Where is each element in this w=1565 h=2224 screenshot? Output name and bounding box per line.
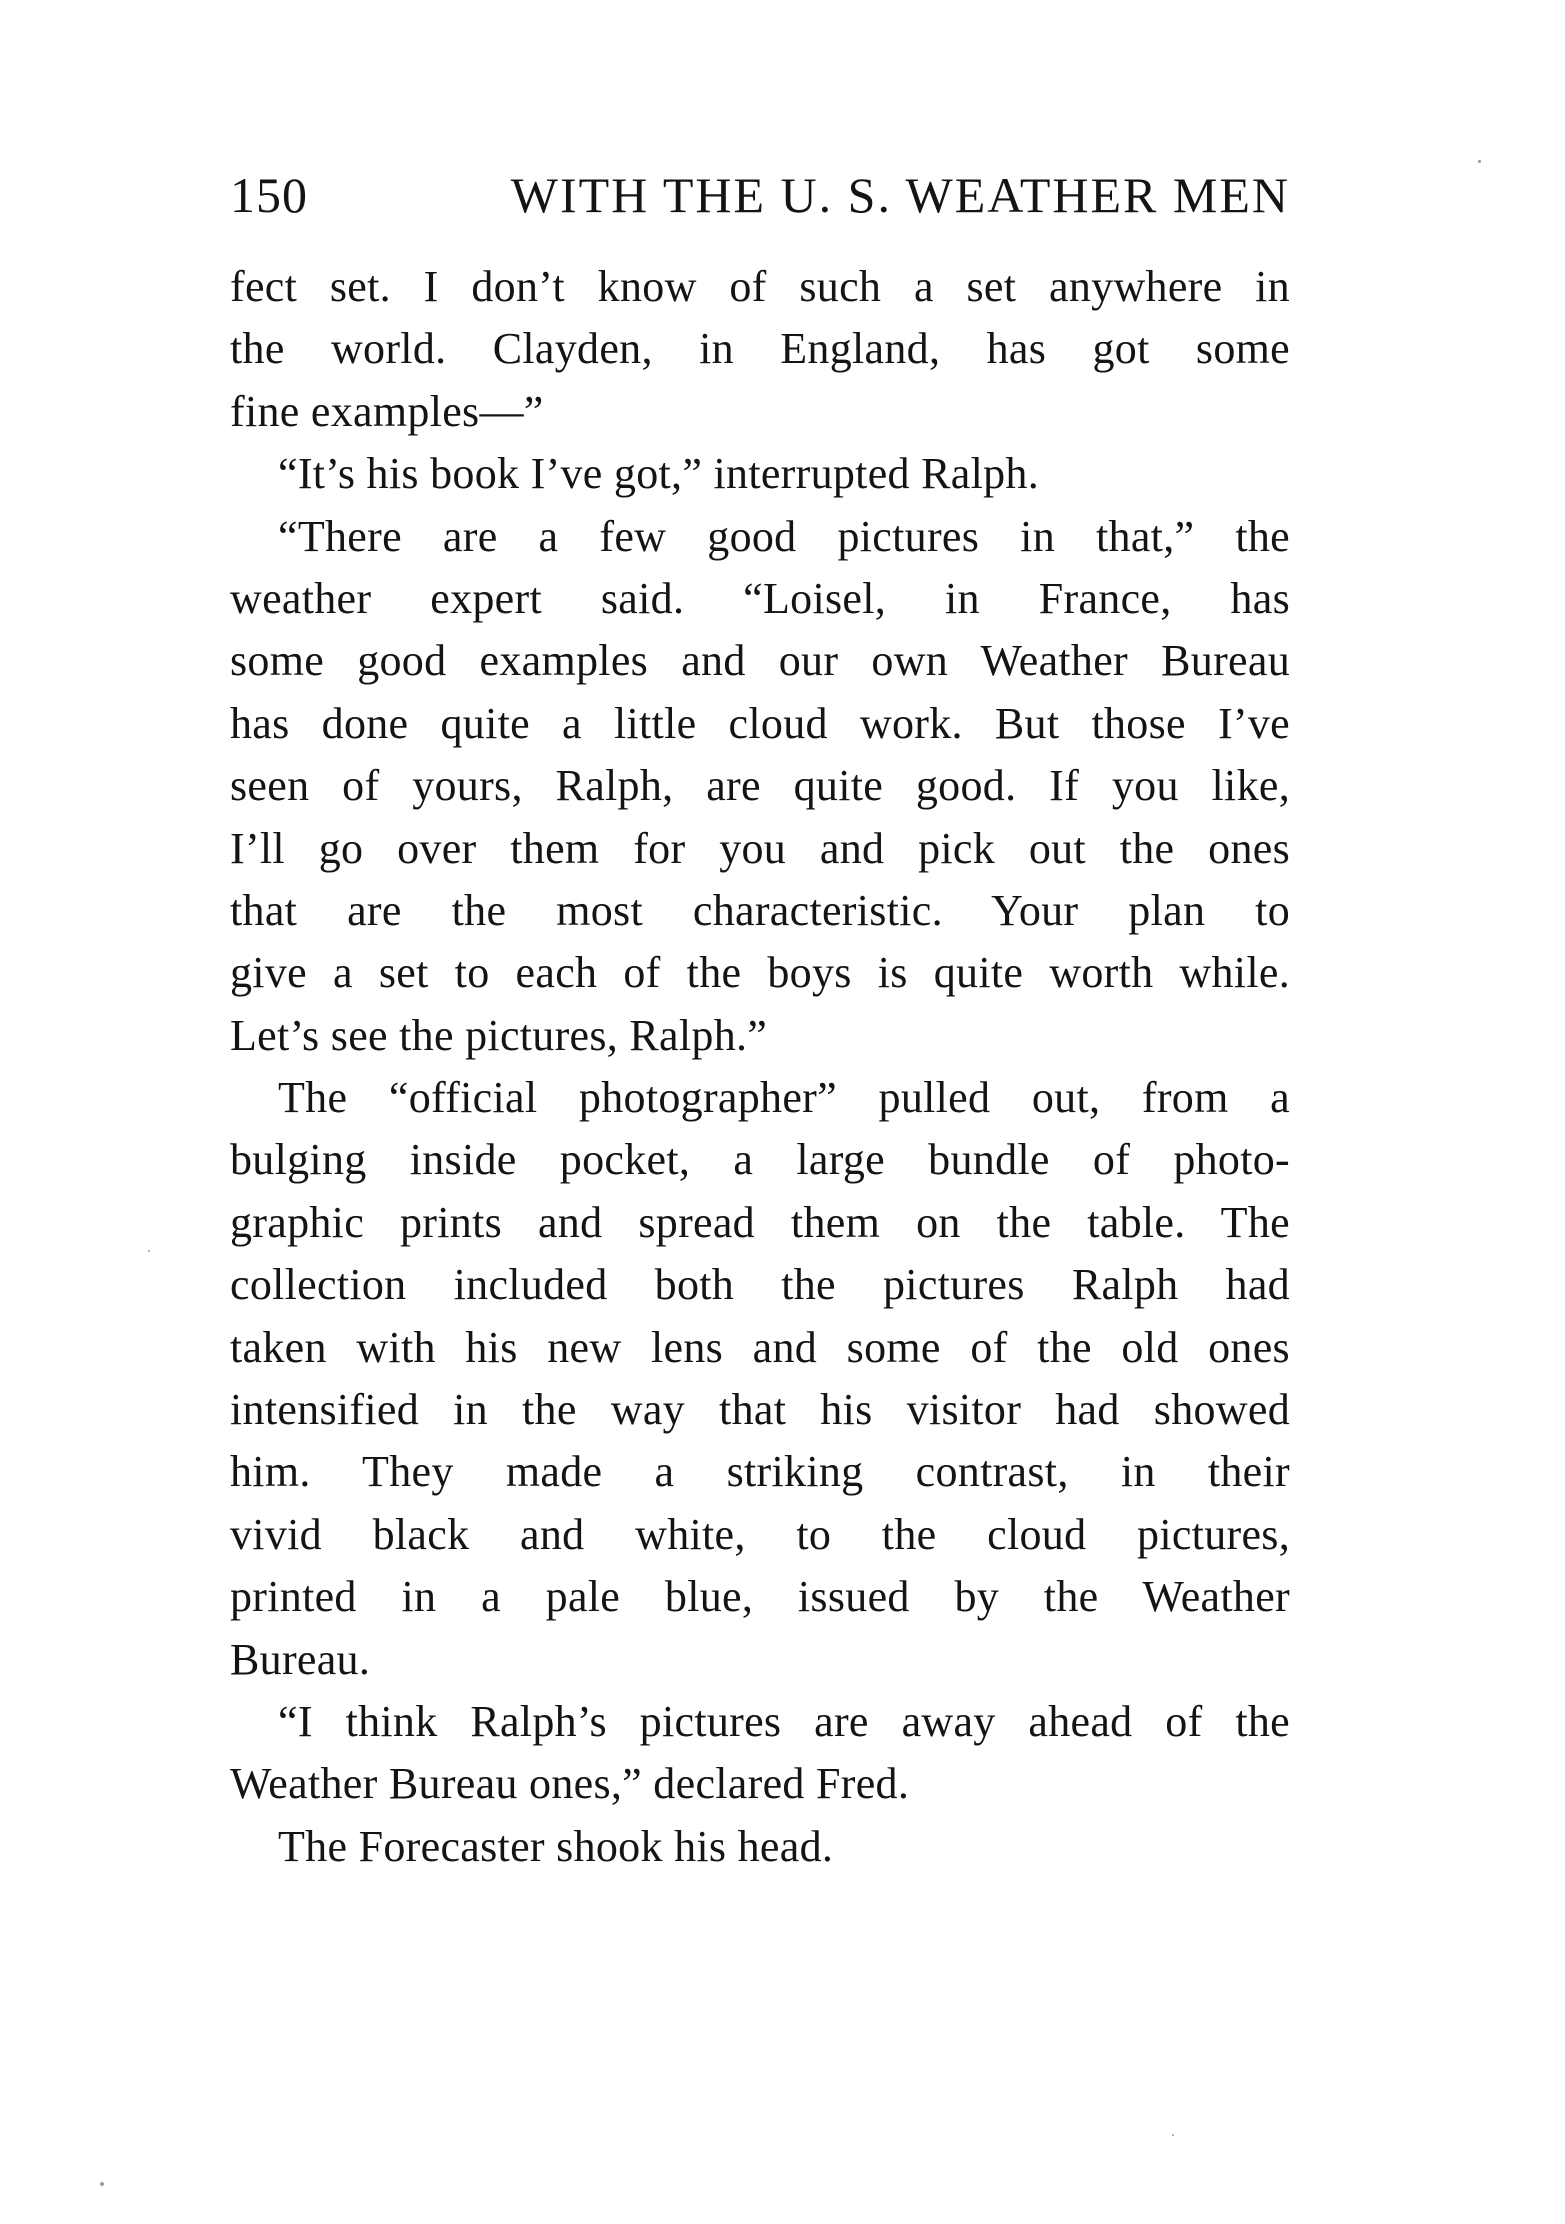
body-text [230, 256, 1290, 1878]
text-line: has done quite a little cloud work. But those I’ve [230, 698, 1290, 748]
text-line: weather expert said. “Loisel, in France, has [230, 573, 1290, 623]
text-line: Let’s see the pictures, Ralph.” [230, 1010, 768, 1060]
text-line: printed in a pale blue, issued by the Weather [230, 1572, 1290, 1622]
page-number: 150 [230, 167, 308, 223]
text-line: some good examples and our own Weather Bureau [230, 636, 1290, 686]
text-line: that are the most characteristic. Your plan to [230, 885, 1290, 935]
text-line: fect set. I don’t know of such a set anywhere in [230, 262, 1290, 311]
text-line: taken with his new lens and some of the old ones [230, 1322, 1290, 1372]
text-line: him. They made a striking contrast, in their [230, 1447, 1290, 1497]
text-line: Bureau. [230, 1634, 371, 1684]
running-head: WITH THE U. S. WEATHER MEN [510, 167, 1290, 223]
paper-speck [1478, 160, 1481, 163]
text-line: The “official photographer” pulled out, from a [278, 1073, 1290, 1123]
paper-speck [1172, 2134, 1174, 2136]
page-header [230, 160, 1290, 230]
text-line: seen of yours, Ralph, are quite good. If you like, [230, 761, 1290, 811]
text-line: The Forecaster shook his head. [278, 1821, 834, 1871]
text-line: give a set to each of the boys is quite worth while. [230, 948, 1290, 998]
text-line: “It’s his book I’ve got,” interrupted Ralph. [278, 449, 1040, 499]
text-line: bulging inside pocket, a large bundle of photo- [230, 1135, 1290, 1185]
paper-speck [148, 1250, 150, 1252]
text-line: I’ll go over them for you and pick out the ones [230, 823, 1290, 873]
text-line: Weather Bureau ones,” declared Fred. [230, 1759, 910, 1809]
paper-speck [100, 2182, 104, 2186]
text-line: graphic prints and spread them on the table. The [230, 1197, 1290, 1247]
text-line: “There are a few good pictures in that,” the [278, 511, 1290, 561]
text-line: collection included both the pictures Ralph had [230, 1260, 1290, 1310]
text-line: “I think Ralph’s pictures are away ahead of the [278, 1696, 1290, 1746]
text-line: fine examples—” [230, 386, 544, 436]
text-line: vivid black and white, to the cloud pictures, [230, 1509, 1290, 1559]
text-line: intensified in the way that his visitor had showed [230, 1385, 1290, 1435]
text-line: the world. Clayden, in England, has got some [230, 324, 1290, 374]
